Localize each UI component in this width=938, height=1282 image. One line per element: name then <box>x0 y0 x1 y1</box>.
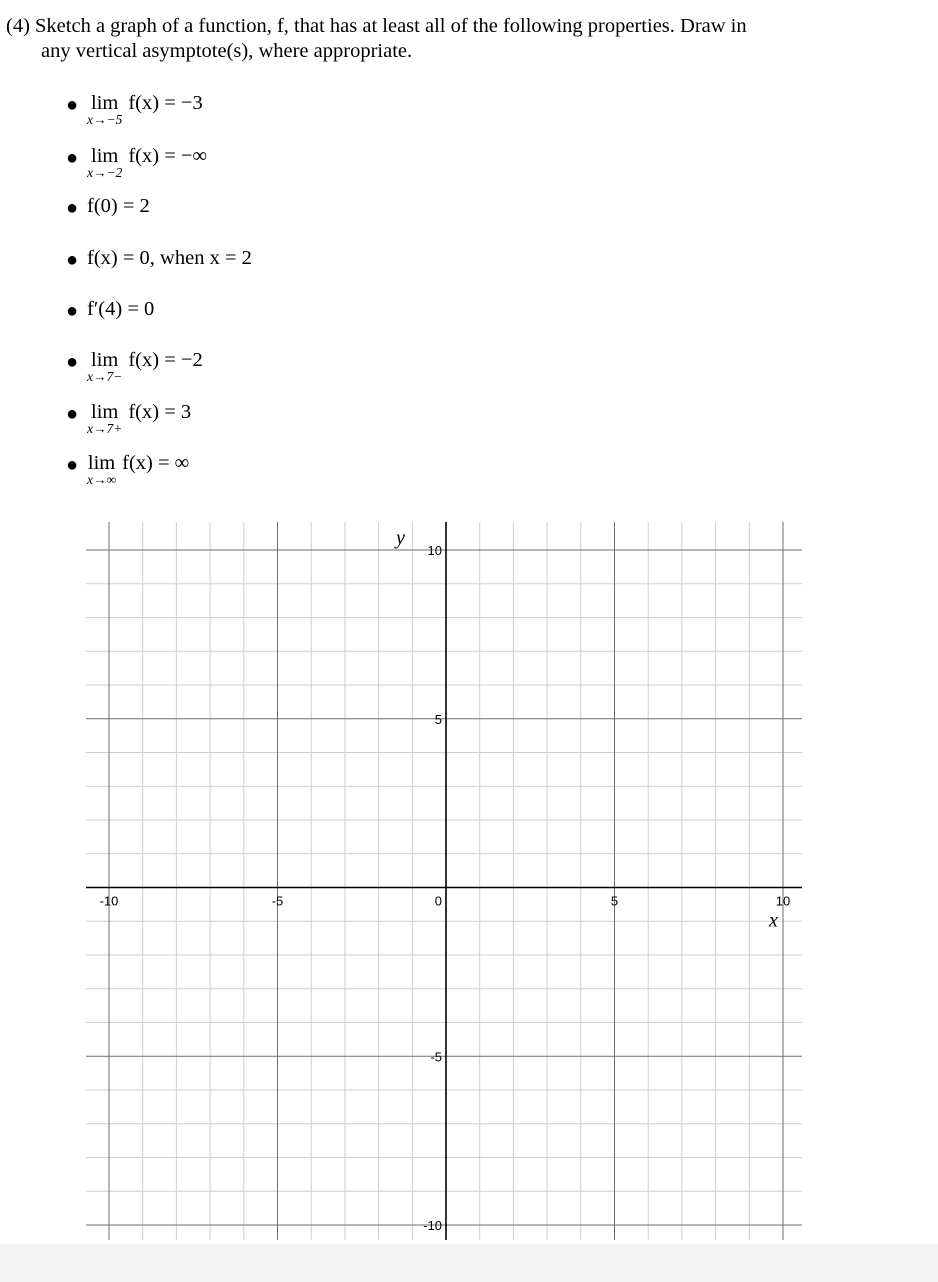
lim-word: lim <box>91 92 119 114</box>
major-gridlines <box>86 522 802 1240</box>
minor-gridlines <box>86 522 802 1240</box>
limit-subscript: x→7− <box>87 369 123 384</box>
lim-word: lim <box>91 349 119 371</box>
bullet-icon: ● <box>66 197 79 219</box>
property-text: f(0) = 2 <box>87 195 150 217</box>
y-tick-label: -5 <box>430 1049 442 1065</box>
bullet-icon: ● <box>66 454 79 476</box>
y-tick-label: 10 <box>427 543 442 558</box>
bullet-icon: ● <box>66 300 79 322</box>
bullet-icon: ● <box>66 351 79 373</box>
bullet-icon: ● <box>66 403 79 425</box>
lim-word: lim <box>87 452 116 474</box>
axes <box>86 522 802 1240</box>
property-text: f′(4) = 0 <box>87 298 155 320</box>
limit-subscript: x→∞ <box>87 472 117 487</box>
limit-expression: f(x) = ∞ <box>122 452 190 474</box>
limit-expression: f(x) = −3 <box>128 92 203 114</box>
property-text: f(x) = 0, when x = 2 <box>87 247 252 269</box>
x-tick-label: -5 <box>271 893 284 909</box>
x-axis-label: x <box>769 909 778 932</box>
problem-line-1: (4) Sketch a graph of a function, f, that has at least all of the following properties. Draw in <box>6 15 747 37</box>
problem-line-2: any vertical asymptote(s), where appropriate. <box>41 40 413 62</box>
lim-word: lim <box>91 145 119 167</box>
limit-subscript: x→−5 <box>87 112 123 127</box>
y-tick-label: 5 <box>434 711 442 727</box>
y-tick-label: -10 <box>423 1218 442 1233</box>
bullet-icon: ● <box>66 94 79 116</box>
limit-subscript: x→7+ <box>87 421 123 436</box>
x-tick-label: -10 <box>99 893 119 909</box>
x-tick-label: 10 <box>775 893 791 909</box>
limit-expression: f(x) = −2 <box>128 349 203 371</box>
bullet-icon: ● <box>66 147 79 169</box>
limit-expression: f(x) = −∞ <box>128 145 208 167</box>
lim-word: lim <box>91 401 119 423</box>
limit-subscript: x→−2 <box>87 165 123 180</box>
bullet-icon: ● <box>66 249 79 271</box>
x-tick-label: 5 <box>610 893 619 909</box>
limit-expression: f(x) = 3 <box>128 401 192 423</box>
y-axis-label: y <box>396 527 405 549</box>
y-tick-label: 0 <box>434 893 442 909</box>
